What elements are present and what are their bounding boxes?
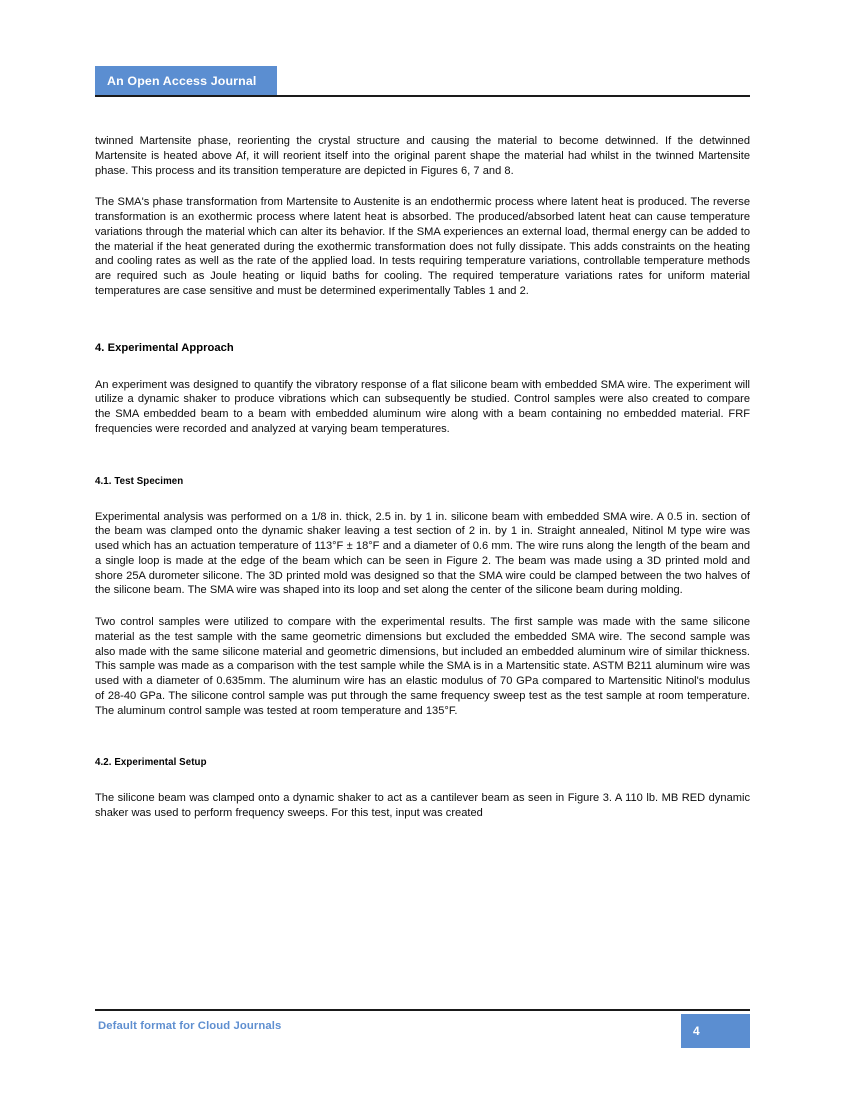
spacer xyxy=(95,488,750,510)
paragraph-test-specimen-2: Two control samples were utilized to compare with the experimental results. The first sample was made with the same silicone material as the test sample with the same geometric dimensions but excluded the embedded SMA wire. The second sample was also made with the same silicone material and geometric dimensions, but included an embedded aluminum wire of similar thickness. This sample was made as a comparison with the test sample while the SMA is in a Martensitic state. ASTM B211 aluminum wire was used with a diameter of 0.635mm. The aluminum wire has an elastic modulus of 70 GPa compared to Martensitic Nitinol's modulus of 28-40 GPa. The silicone control sample was put through the same frequency sweep test as the test sample at room temperature. The aluminum control sample was tested at room temperature and 135°F. xyxy=(95,616,750,717)
heading-section-4: 4. Experimental Approach xyxy=(95,341,234,354)
journal-badge: An Open Access Journal xyxy=(95,66,277,95)
header-divider-rule xyxy=(95,95,750,97)
spacer xyxy=(95,454,750,475)
paragraph-experimental-setup: The silicone beam was clamped onto a dynamic shaker to act as a cantilever beam as seen in Figure 3. A 110 lb. MB RED dynamic shaker was used to perform frequency sweeps. For this test, input was created xyxy=(95,792,750,819)
footer-divider-rule xyxy=(95,1009,750,1011)
paragraph-phase-transformation: The SMA's phase transformation from Martensite to Austenite is an endothermic process where latent heat is produced. The reverse transformation is an exothermic process where latent heat is absorbed. The produced/absorbed latent heat can cause temperature variations through the material which can alter its behavior. If the SMA experiences an external load, thermal energy can be added to the material if the heat generated during the exothermic transformation does not fully dissipate. This adds constraints on the heating and cooling rates as well as the rate of the applied load. In tests requiring temperature variations, controllable temperature methods are required such as Joule heating or liquid baths for cooling. The required temperature variations rates for uniform material temperatures are case sensitive and must be determined experimentally Tables 1 and 2. xyxy=(95,196,750,297)
spacer xyxy=(95,355,750,378)
page-footer xyxy=(95,1009,750,1051)
footer-journal-title: Default format for Cloud Journals xyxy=(98,1020,282,1032)
paragraph-detwinned-martensite: twinned Martensite phase, reorienting the crystal structure and causing the material to become detwinned. If the detwinned Martensite is heated above Af, it will reorient itself into the original parent shape the material had whilst in the twinned Martensite phase. This process and its transition temperature are depicted in Figures 6, 7 and 8. xyxy=(95,135,750,177)
page-number-badge: 4 xyxy=(681,1014,750,1048)
paragraph-experimental-approach: An experiment was designed to quantify the vibratory response of a flat silicone beam with embedded SMA wire. The experiment will utilize a dynamic shaker to produce vibrations which can subsequently be studied. Control samples were also created to compare the SMA embedded beam to a beam with embedded aluminum wire along with a beam containing no embedded material. FRF frequencies were recorded and analyzed at varying beam temperatures. xyxy=(95,378,750,435)
spacer xyxy=(95,735,750,756)
page-header xyxy=(95,66,750,96)
spacer xyxy=(95,769,750,791)
document-body xyxy=(95,134,750,821)
paragraph-test-specimen-1: Experimental analysis was performed on a 1/8 in. thick, 2.5 in. by 1 in. silicone beam with embedded SMA wire. A 0.5 in. section of the beam was clamped onto the dynamic shaker leaving a test section of 2 in. by 1 in. Straight annealed, Nitinol M type wire was used which has an actuation temperature of 113°F ± 18°F and a diameter of 0.6 mm. The wire runs along the length of the beam and a single loop is made at the edge of the beam which can be seen in Figure 2. The beam was made using a 3D printed mold and shore 25A durometer silicone. The 3D printed mold was designed so that the SMA wire could be clamped between the two halves of the silicone beam. The SMA wire was shaped into its loop and set along the center of the silicone beam during molding. xyxy=(95,510,750,597)
spacer xyxy=(95,316,750,341)
heading-section-4-1: 4.1. Test Specimen xyxy=(95,475,184,487)
heading-section-4-2: 4.2. Experimental Setup xyxy=(95,757,207,769)
